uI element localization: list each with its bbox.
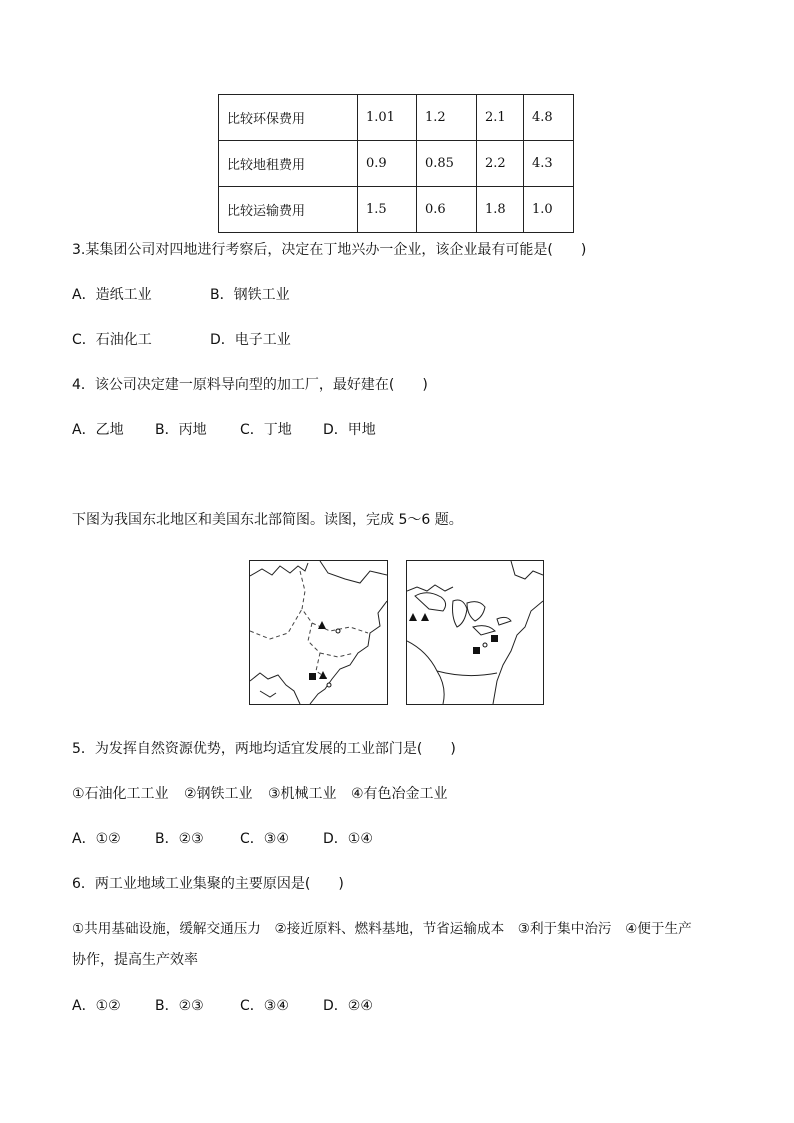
table-cell: 1.5 [358, 187, 417, 233]
row-label: 比较地租费用 [219, 141, 358, 187]
table-cell: 1.0 [524, 187, 574, 233]
q6-option-a[interactable]: A．①② [72, 998, 121, 1014]
row-label: 比较环保费用 [219, 95, 358, 141]
row-label: 比较运输费用 [219, 187, 358, 233]
q6-option-d[interactable]: D．②④ [323, 998, 373, 1014]
q5-option-a[interactable]: A．①② [72, 831, 121, 847]
q3-option-d[interactable]: D．电子工业 [210, 332, 291, 348]
q5-option-d[interactable]: D．①④ [323, 831, 373, 847]
q3-option-c[interactable]: C．石油化工 [72, 332, 152, 348]
q5-option-c[interactable]: C．③④ [240, 831, 289, 847]
q5-item-4: ④有色冶金工业 [351, 786, 448, 802]
q4-option-d[interactable]: D．甲地 [323, 422, 376, 438]
question-4-stem: 4．该公司决定建一原料导向型的加工厂，最好建在( ) [72, 377, 428, 393]
q5-item-3: ③机械工业 [268, 786, 337, 802]
table-cell: 2.2 [477, 141, 524, 187]
table-cell: 2.1 [477, 95, 524, 141]
question-5-stem: 5．为发挥自然资源优势，两地均适宜发展的工业部门是( ) [72, 741, 456, 757]
q6-option-c[interactable]: C．③④ [240, 998, 289, 1014]
question-3-stem: 3.某集团公司对四地进行考察后，决定在丁地兴办一企业，该企业最有可能是( ) [72, 242, 587, 258]
table-cell: 4.3 [524, 141, 574, 187]
q6-items-line-2: 协作，提高生产效率 [72, 952, 198, 968]
cost-comparison-table [218, 94, 574, 233]
q5-item-2: ②钢铁工业 [184, 786, 253, 802]
map-northeast-china-drawing [250, 561, 387, 704]
q5-option-b[interactable]: B．②③ [155, 831, 204, 847]
table-cell: 1.01 [358, 95, 417, 141]
map-northeast-usa-drawing [407, 561, 543, 704]
table-cell: 0.9 [358, 141, 417, 187]
q5-item-1: ①石油化工工业 [72, 786, 169, 802]
q6-items-line-1: ①共用基础设施，缓解交通压力 ②接近原料、燃料基地，节省运输成本 ③利于集中治污 ④便于生产 [72, 921, 692, 937]
table-cell: 0.85 [417, 141, 477, 187]
table-cell: 1.8 [477, 187, 524, 233]
table-row [219, 187, 574, 233]
table-cell: 0.6 [417, 187, 477, 233]
section-intro: 下图为我国东北地区和美国东北部简图。读图，完成 5～6 题。 [72, 512, 463, 528]
q4-option-b[interactable]: B．丙地 [155, 422, 207, 438]
question-6-stem: 6．两工业地域工业集聚的主要原因是( ) [72, 876, 344, 892]
table-cell: 1.2 [417, 95, 477, 141]
q6-option-b[interactable]: B．②③ [155, 998, 204, 1014]
table-row [219, 141, 574, 187]
table-row [219, 95, 574, 141]
table-cell: 4.8 [524, 95, 574, 141]
q3-option-a[interactable]: A．造纸工业 [72, 287, 152, 303]
q4-option-c[interactable]: C．丁地 [240, 422, 292, 438]
map-northeast-usa [406, 560, 544, 705]
q4-option-a[interactable]: A．乙地 [72, 422, 124, 438]
map-northeast-china [249, 560, 388, 705]
q3-option-b[interactable]: B．钢铁工业 [210, 287, 290, 303]
